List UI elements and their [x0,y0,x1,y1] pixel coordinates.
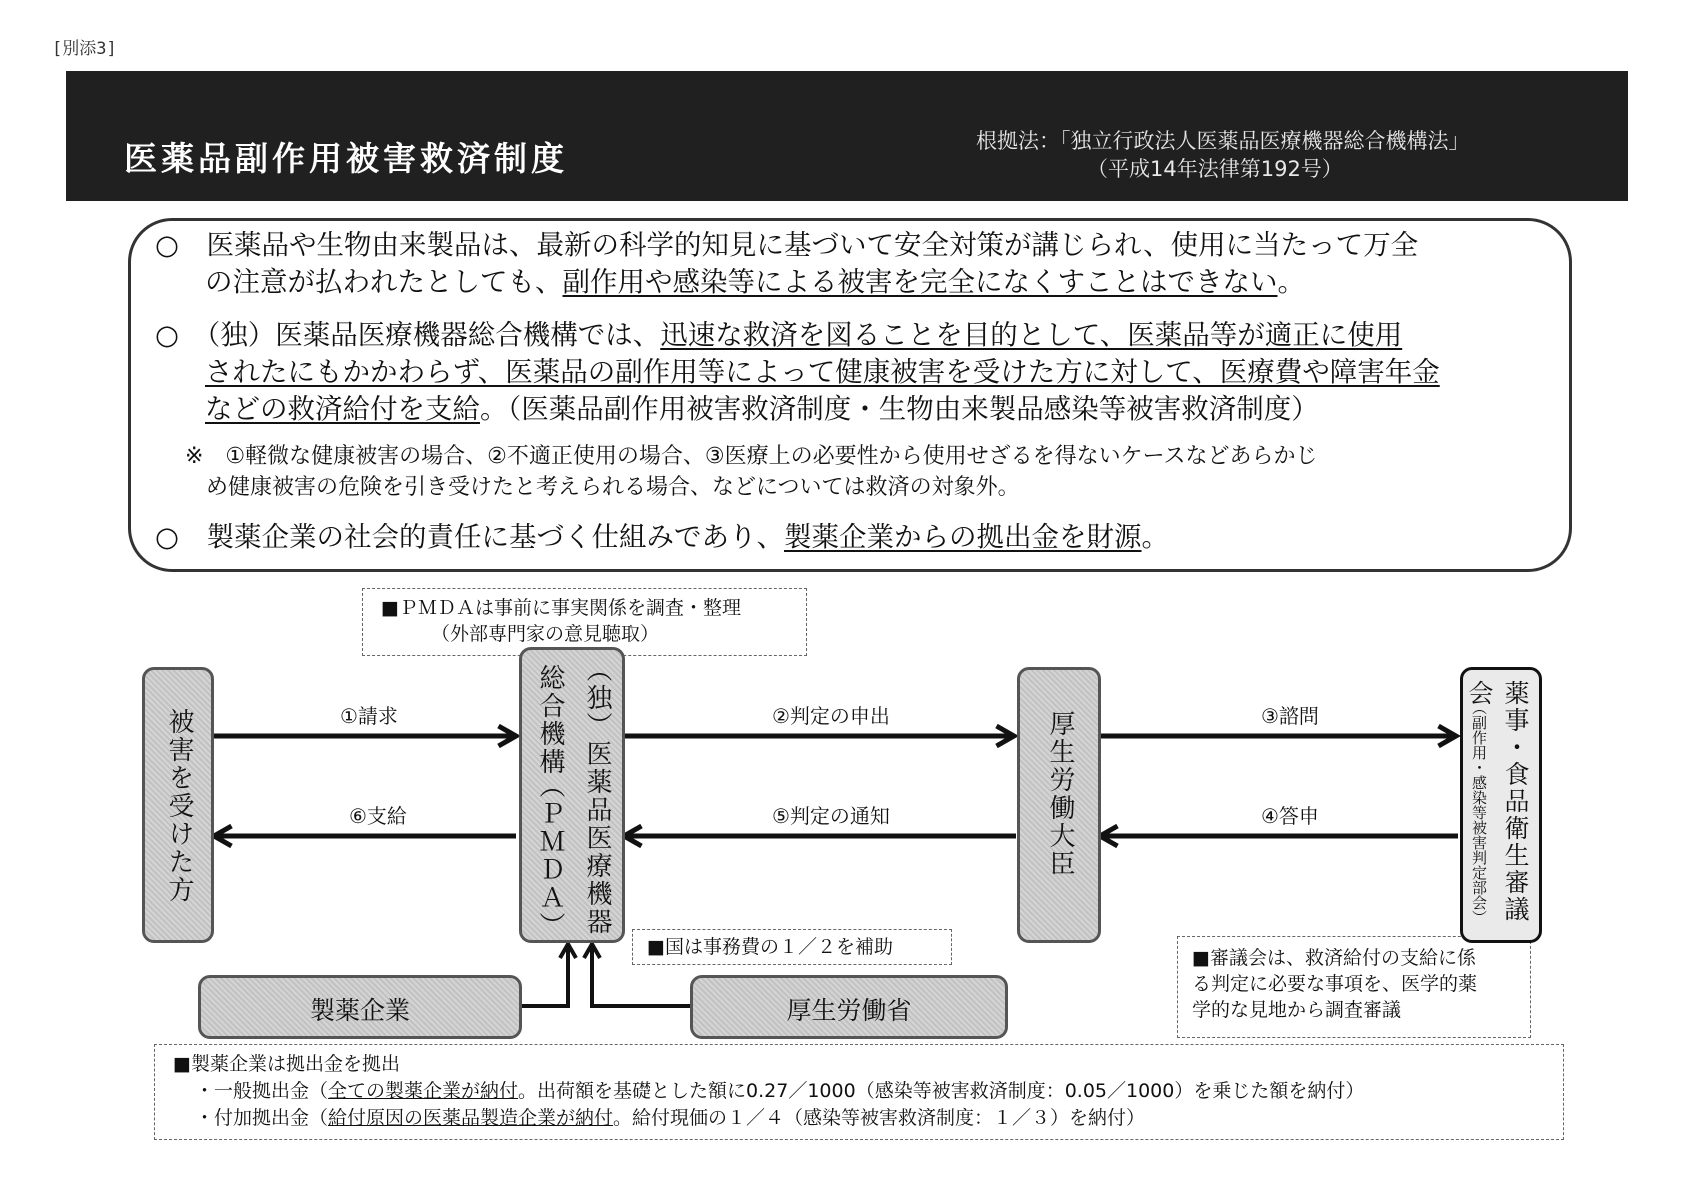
council-sublabel: （副作用・感染等被害判定部会） [1470,700,1488,925]
attachment-label: [別添3] [52,39,117,59]
p3-underline: 製薬企業からの拠出金を財源 [784,521,1142,553]
contrib-1-text: ・一般拠出金（ [195,1080,329,1102]
pmda-label-line2: 総合機構 [535,664,565,776]
pmda-note-line2: （外部専門家の意見聴取） [431,623,660,645]
p3-end: 。 [1141,521,1169,553]
subsidy-note-text: ■国は事務費の１／２を補助 [647,936,893,958]
pharma-label: 製薬企業 [309,996,410,1025]
pmda-label-line1: （独）医薬品医療機器 [582,656,612,936]
council-note-line1: ■審議会は、救済給付の支給に係 [1192,947,1476,969]
council-note-line3: 学的な見地から調査審議 [1192,999,1402,1021]
legal-basis-line2: （平成14年法律第192号） [1087,157,1343,181]
arrow-mhlw-subsidy [592,944,690,1006]
p2-line2: されたにもかかわらず、医薬品の副作用等によって健康被害を受けた方に対して、医療費や障害年金 [205,356,1440,388]
p1-underline: 副作用や感染等による被害を完全になくすことはできない [562,266,1278,298]
p1-end: 。 [1277,266,1305,298]
victim-label: 被害を受けた方 [164,708,194,904]
victim-box [142,667,214,943]
contrib-2-end: 。給付現価の１／４（感染等被害救済制度：１／３）を納付） [613,1107,1146,1129]
arrow-pharma-contribution [518,944,568,1006]
minister-label: 厚生労働大臣 [1045,710,1075,878]
mhlw-box [690,975,1008,1039]
label-report: ④答申 [1261,804,1319,828]
pmda-note-line1: ■ＰＭＤＡは事前に事実関係を調査・整理 [381,597,741,619]
contrib-2-text: ・付加拠出金（ [195,1107,329,1129]
label-judgment-request: ②判定の申出 [772,704,890,728]
minister-box [1017,667,1101,943]
contrib-1-end: 。出荷額を基礎とした額に0.27／1000（感染等被害救済制度：0.05／1000）を乗じた額を納付） [518,1080,1365,1102]
label-consult: ③諮問 [1261,704,1319,728]
council-note-line2: る判定に必要な事項を、医学的薬 [1192,973,1478,995]
p2-end: 。（医薬品副作用被害救済制度・生物由来製品感染等被害救済制度） [480,393,1319,425]
p2-underline-3: などの救済給付を支給 [205,393,480,425]
council-box [1460,667,1542,943]
p2-underline-1: 迅速な救済を図ることを目的として、医薬品等が適正に使用 [660,319,1403,351]
legal-basis-line1: 根拠法：「独立行政法人医薬品医療機器総合機構法」 [976,129,1470,153]
p1-line1: ○ 医薬品や生物由来製品は、最新の科学的知見に基づいて安全対策が講じられ、使用に当たって万全 [155,229,1419,261]
council-label: 薬事・食品衛生審議会 [1465,680,1530,923]
label-request: ①請求 [340,704,398,728]
p3-text: ○ 製薬企業の社会的責任に基づく仕組みであり、 [155,521,784,553]
contrib-title: ■製薬企業は拠出金を拠出 [173,1053,400,1075]
note-line2: め健康被害の危険を引き受けたと考えられる場合、などについては救済の対象外。 [206,475,1020,500]
label-judgment-notice: ⑤判定の通知 [772,804,890,828]
p2-text: ○ （独）医薬品医療機器総合機構では、 [155,319,661,351]
page-title: 医薬品副作用被害救済制度 [124,139,568,178]
mhlw-label: 厚生労働省 [786,996,912,1025]
label-payment: ⑥支給 [349,804,407,828]
contrib-1-underline: 全ての製薬企業が納付 [328,1080,519,1102]
pmda-label-abbrev: （ＰＭＤＡ） [535,772,565,940]
pharma-box [198,975,522,1039]
contrib-2-underline: 給付原因の医薬品製造企業が納付 [328,1107,614,1129]
pmda-box [519,647,625,943]
p1-text: の注意が払われたとしても、 [205,266,563,298]
note-line1: ※ ①軽微な健康被害の場合、②不適正使用の場合、③医療上の必要性から使用せざるを得ないケースなどあらかじ [185,444,1318,469]
